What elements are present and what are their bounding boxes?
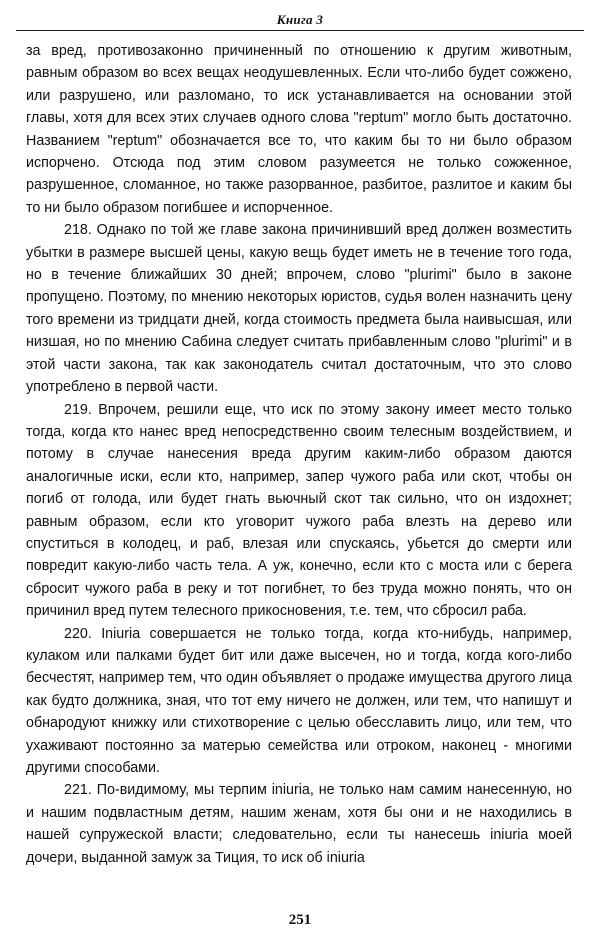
- paragraph-221: 221. По-видимому, мы терпим iniuria, не только нам самим нанесенную, но и нашим подвластным детям, нашим женам, хотя бы они и не находились в нашей супружеской власти; следовательно, если ты нанесешь iniuria моей дочери, выданной замуж за Тиция, то иск об iniuria: [26, 782, 572, 866]
- paragraph-continuation: за вред, противозаконно причиненный по отношению к другим животным, равным образом во всех вещах неодушевленных. Если что-либо будет сожжено, или разрушено, или разломано, то иск устанавливается на основании этой главы, хотя для всех этих случаев одного слова "reptum" могло быть достаточно. Названием "reptum" обозначается все то, что каким бы то ни было образом испорчено. Отсюда под этим словом разумеется не только сожженное, разрушенное, сломанное, но также разорванное, разбитое, разлитое и каким бы то ни было образом погибшее и испорченное.: [26, 43, 572, 216]
- book-title: Книга 3: [276, 12, 324, 27]
- running-header: [16, 12, 584, 31]
- paragraph-220: 220. Iniuria совершается не только тогда, когда кто-нибудь, например, кулаком или палками будет бит или даже высечен, но и тогда, когда кого-либо бесчестят, например тем, что один объявляет о продаже имущества другого лица как будто должника, зная, что тот ему ничего не должен, или тем, что напишут и обнародуют книжку или стихотворение с целью обесславить лицо, или тем, что ухаживают постоянно за матерью семейства или отроком, наконец - многими другими способами.: [26, 625, 572, 776]
- paragraph-219: 219. Впрочем, решили еще, что иск по этому закону имеет место только тогда, когда кто нанес вред непосредственно своим телесным воздействием, и потому в случае нанесения вреда другим каким-либо образом даются аналогичные иски, если кто, например, запер чужого раба или скот, чтобы он погиб от голода, или будет гнать вьючный скот так сильно, что он издохнет; равным образом, если кто уговорит чужого раба влезть на дерево или спуститься в колодец, и раб, влезая или спускаясь, убьется до смерти или повредит какую-либо часть тела. А уж, конечно, если кто с моста или с берега сбросит чужого раба в реку и тот погибнет, то без труда можно понять, что он причинил вред путем телесного прикосновения, т.е. тем, что сбросил раба.: [26, 401, 572, 620]
- header-rule: [16, 30, 584, 31]
- paragraph-218: 218. Однако по той же главе закона причинивший вред должен возместить убытки в размере высшей цены, какую вещь будет иметь не в течение того года, но в течение ближайших 30 дней; впрочем, слово "plurimi" было в законе пропущено. Поэтому, по мнению некоторых юристов, судья волен назначить цену того времени из тридцати дней, когда стоимость предмета была наивысшая, или низшая, но по мнению Сабина следует считать прибавленным слово "plurimi" и в этой части закона, так как законодатель считал достаточным, что это слово употреблено в первой части.: [26, 222, 572, 396]
- page-body: [26, 40, 572, 869]
- page-number: 251: [288, 912, 312, 928]
